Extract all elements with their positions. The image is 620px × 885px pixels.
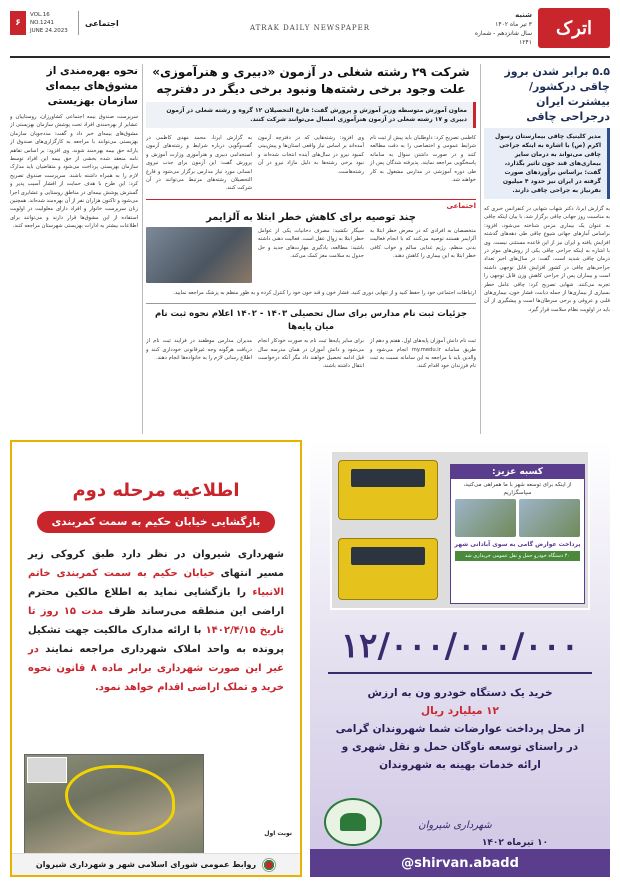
article-body: سیگار نکشید: مصرف دخانیات یکی از عوامل خطر ابتلا به زوال عقل است. فعالیت ذهنی داشته باشید: مطالعه، یادگیری مهارت‌های جدید و حل جدول به سلامت مغز کمک می‌کند.: [258, 227, 364, 260]
street-map-image: [24, 754, 204, 854]
masthead: [10, 8, 610, 58]
notice-body: [12, 533, 300, 697]
municipality-seal-icon: [324, 798, 382, 846]
road-outline: [65, 765, 175, 835]
article-lede: معاون آموزش متوسطه وزیر آموزش و پرورش گفت: فارغ التحصیلان ۱۲ گروه و رشته شغلی در آزمون دبیری و ۱۷ رشته شغلی در آزمون هنرآموزی امسال می‌توانند شرکت کنند.: [146, 102, 476, 128]
notice-round: نوبت اول: [264, 830, 292, 837]
notice-text: با ارائه مدارک مالکیت جهت تشکیل پرونده به واحد املاک شهرداری مراجعه نمایند: [28, 625, 284, 655]
article-headline: ۵.۵ برابر شدن بروز چاقی درکشور/ بیشترت ایران درجراحی چاقی: [504, 65, 610, 123]
section-label: اجتماعی: [78, 11, 125, 35]
article-body: ارتباطات اجتماعی خود را حفظ کنید و از تنهایی دوری کنید. فشار خون و قند خون خود را کنترل کرده و به طور منظم به پزشک مراجعه نمایید.: [173, 289, 476, 296]
desc-text: خرید یک دستگاه خودرو ون به ارزش: [367, 687, 553, 699]
issue-info: [462, 11, 532, 47]
column-divider: [480, 64, 481, 434]
registration-body-columns: [146, 337, 476, 371]
center-column: [146, 64, 476, 430]
page-meta: [10, 11, 125, 35]
article-welfare-insurance: [10, 64, 138, 430]
notice-text: شهرداری شیروان در نظر دارد طبق کروکی زیر مسیر انتهای: [28, 549, 284, 579]
ad-signature: شهرداری شیروان: [418, 820, 492, 831]
newspaper-logo: اترک: [538, 8, 610, 48]
van-image: [338, 460, 438, 520]
notice-footer: [12, 853, 300, 875]
article-headline: نحوه بهره‌مندی از مشوق‌های بیمه‌ای سازمان بهزیستی: [45, 65, 138, 107]
article-body: ثبت نام دانش آموزان پایه‌های اول، هفتم و دهم از طریق سامانه my.medu.ir انجام می‌شود و والدین باید با مراجعه به این سامانه نسبت به ثبت نام فرزندان خود اقدام کنند.: [370, 338, 476, 370]
poster-banner: ۴۰ دستگاه خودرو حمل و نقل عمومی خریداری شد: [455, 551, 580, 561]
emblem-icon: [262, 858, 276, 872]
notice-highlight: مدت ۱۵ روز تا تاریخ ۱۴۰۲/۴/۱۵: [28, 606, 284, 636]
map-inset: [27, 757, 67, 783]
article-body: سرپرست صندوق بیمه اجتماعی کشاورزان، روستاییان و عشایر از بهره‌مندی افراد تحت پوشش سازمان بهزیستی از مشوق‌های بیمه‌ای خبر داد و گفت: مددجویان سازمان بهزیستی می‌توانند با مراجعه به کارگزاری‌های صندوق از یارانه حق بیمه بهره‌مند شوند. وی افزود: بر اساس تفاهم نامه منعقد شده بخشی از حق بیمه این افراد توسط سازمان بهزیستی پرداخت می‌شود و متقاضیان باید مدارک لازم را به همراه داشته باشند. سرپرست صندوق تصریح کرد: این طرح با هدف حمایت از اقشار آسیب پذیر و گسترش پوشش بیمه‌ای در مناطق روستایی و عشایری اجرا می‌شود و تاکنون هزاران نفر از آن بهره‌مند شده‌اند. همچنین زنان سرپرست خانوار و افراد دارای معلولیت در اولویت استفاده از این مشوق‌ها قرار دارند و می‌توانند برای اطلاعات بیشتر به ادارات بهزیستی شهرستان مراجعه کنند.: [10, 114, 138, 230]
notice-highlight: خیابان حکیم به سمت کمربندی خاتم الانبیاء: [28, 568, 284, 598]
article-photo: [146, 227, 252, 283]
alzheimer-headline: چند توصیه برای کاهش خطر ابتلا به آلزایمر: [206, 211, 416, 223]
notice-text: را بازگشایی نماید به اطلاع مالکین محترم اراضی این منطقه می‌رساند ظرف: [28, 587, 284, 617]
section-tag: اجتماعی: [146, 199, 476, 210]
registration-headline: جزئیات ثبت نام مدارس برای سال تحصیلی ۱۴۰۳ - ۱۴۰۲ اعلام نحوه ثبت نام میان پایه‌ها: [146, 303, 476, 334]
article-body: کاظمی تصریح کرد: داوطلبان باید پیش از ثبت نام شرایط عمومی و اختصاصی را به دقت مطالعه کنند و در صورت داشتن سوال به سامانه پاسخگویی مراجعه نمایند. پذیرفته شدگان پس از طی دوره آموزشی در مدارس مشغول به کار خواهند شد.: [370, 135, 476, 184]
social-handle: @shirvan.abadd: [310, 849, 610, 877]
article-headline: شرکت ۲۹ رشته شغلی در آزمون «دبیری و هنرآموزی» علت وجود برخی رشته‌ها ونبود برخی دیگر در دفترچه: [152, 65, 470, 96]
footer-text: روابط عمومی شورای اسلامی شهر و شهرداری شیروان: [35, 860, 257, 869]
page-number: ۶: [10, 11, 26, 35]
poster-image: [519, 499, 580, 537]
article-body: به گزارش ایرنا، دکتر شهاب شهابی در کنفرانس خبری که به مناسبت روز جهانی چاقی برگزار شد، با بیان اینکه چاقی به عنوان یک بیماری مزمن شناخته می‌شود، افزود: براساس آمارهای جهانی شیوع چاقی طی دهه‌های گذشته افزایش یافته و ایران نیز از این قاعده مستثنی نیست. وی با اشاره به اینکه جراحی چاقی یکی از روش‌های موثر در درمان چاقی شدید است، گفت: در سال‌های اخیر تعداد جراحی‌های چاقی در کشور افزایش قابل توجهی داشته است و بیماران پس از جراحی کاهش وزن قابل توجهی را تجربه می‌کنند. شهابی تصریح کرد: چاقی عامل خطر بسیاری از بیماری‌ها از جمله دیابت، فشار خون، بیماری‌های قلبی و عروقی و برخی سرطان‌ها است و پیشگیری از آن باید در اولویت نظام سلامت قرار گیرد.: [484, 206, 610, 313]
paper-name: ATRAK DAILY NEWSPAPER: [249, 24, 371, 32]
article-body-columns: [146, 134, 476, 193]
date-en: JUNE 24.2023: [30, 28, 68, 34]
poster-foot: پرداخت عوارض گامی به سوی آبادانی شهر: [454, 541, 581, 548]
volume-info: [26, 11, 78, 35]
article-body: وی افزود: رشته‌هایی که در دفترچه آزمون آمده‌اند بر اساس نیاز واقعی استان‌ها و پیش‌بینی کمبود نیرو در سال‌های آینده انتخاب شده‌اند و نبود برخی رشته‌ها به دلیل مازاد نیرو در آن رشته‌هاست.: [258, 135, 364, 175]
article-body: برای سایر پایه‌ها ثبت نام به صورت خودکار انجام می‌شود و دانش آموزان در همان مدرسه سال قبل ادامه تحصیل خواهند داد مگر آنکه درخواست انتقال داشته باشند.: [258, 338, 364, 370]
issue-number: سال شانزدهم - شماره ۱۲۴۱: [474, 30, 532, 46]
article-body: به گزارش ایرنا، محمد مهدی کاظمی در گفت‌وگویی درباره شرایط و رشته‌های آزمون استخدامی دبیری و هنرآموزی وزارت آموزش و پرورش گفت: این آزمون برای جذب نیروی انسانی مورد نیاز مدارس برگزار می‌شود و فارغ التحصیلان رشته‌های مرتبط می‌توانند در آن شرکت کنند.: [146, 135, 252, 192]
issue-day: شنبه: [515, 11, 532, 19]
poster-title: کسبه عزیز:: [451, 465, 584, 479]
desc-highlight: ۱۲ میلیارد ریال: [421, 705, 499, 717]
volume-line: VOL.16 NO.1241: [30, 12, 54, 26]
article-obesity: [484, 64, 610, 430]
ad-photo-collage: [330, 450, 590, 610]
poster-image: [455, 499, 516, 537]
article-body: مدیران مدارس موظفند در فرایند ثبت نام از دریافت هرگونه وجه غیرقانونی خودداری کنند و اطلاع رسانی لازم را به خانواده‌ها انجام دهند.: [146, 338, 252, 362]
notice-highlight: در غیر این صورت شهرداری برابر ماده ۸ قانون نحوه خرید و تملک اراضی اقدام خواهد نمود.: [28, 644, 284, 693]
desc-text: از محل پرداخت عوارضات شما شهروندان گرامی در راستای توسعه ناوگان حمل و نقل شهری و ارائه خدمات بهینه به شهروندان: [335, 723, 585, 771]
poster-line: از اینکه برای توسعه شهر با ما همراهی می‌کنید، سپاسگزاریم: [463, 482, 572, 496]
ad-date: ۱۰ تیرماه ۱۴۰۲: [481, 838, 549, 848]
divider: [328, 672, 592, 674]
issue-date: ۳ تیر ماه ۱۴۰۲: [495, 21, 532, 28]
article-lede: مدیر کلینیک چاقی بیمارستان رسول اکرم (ص) با اشاره به اینکه جراحی چاقی می‌تواند به درمان سایر بیماری‌های قند خون تاثیر بگذارد، گفت: براساس برآوردهای صورت گرفته در ایران نیز حدود ۴ میلیون نفرنیاز به جراحی چاقی دارند.: [484, 128, 610, 199]
poster-images: [451, 499, 584, 537]
alzheimer-body-columns: [146, 227, 476, 287]
van-image: [338, 538, 438, 600]
column-divider: [142, 64, 143, 434]
notice-subtitle: بازگشایی خیابان حکیم به سمت کمربندی: [37, 511, 275, 533]
article-body: متخصصان به افرادی که در معرض خطر ابتلا به آلزایمر هستند توصیه می‌کنند که با انجام فعالیت بدنی منظم، رژیم غذایی سالم و خواب کافی خطر ابتلا به این بیماری را کاهش دهند.: [370, 227, 476, 260]
vehicle-purchase-ad: [310, 440, 610, 877]
ad-description: [330, 684, 590, 774]
notice-title: اطلاعیه مرحله دوم: [72, 480, 240, 501]
purchase-amount: ۱۲/۰۰۰/۰۰۰/۰۰۰: [340, 626, 580, 666]
ad-poster: [450, 464, 585, 604]
municipality-notice-ad: [10, 440, 302, 877]
